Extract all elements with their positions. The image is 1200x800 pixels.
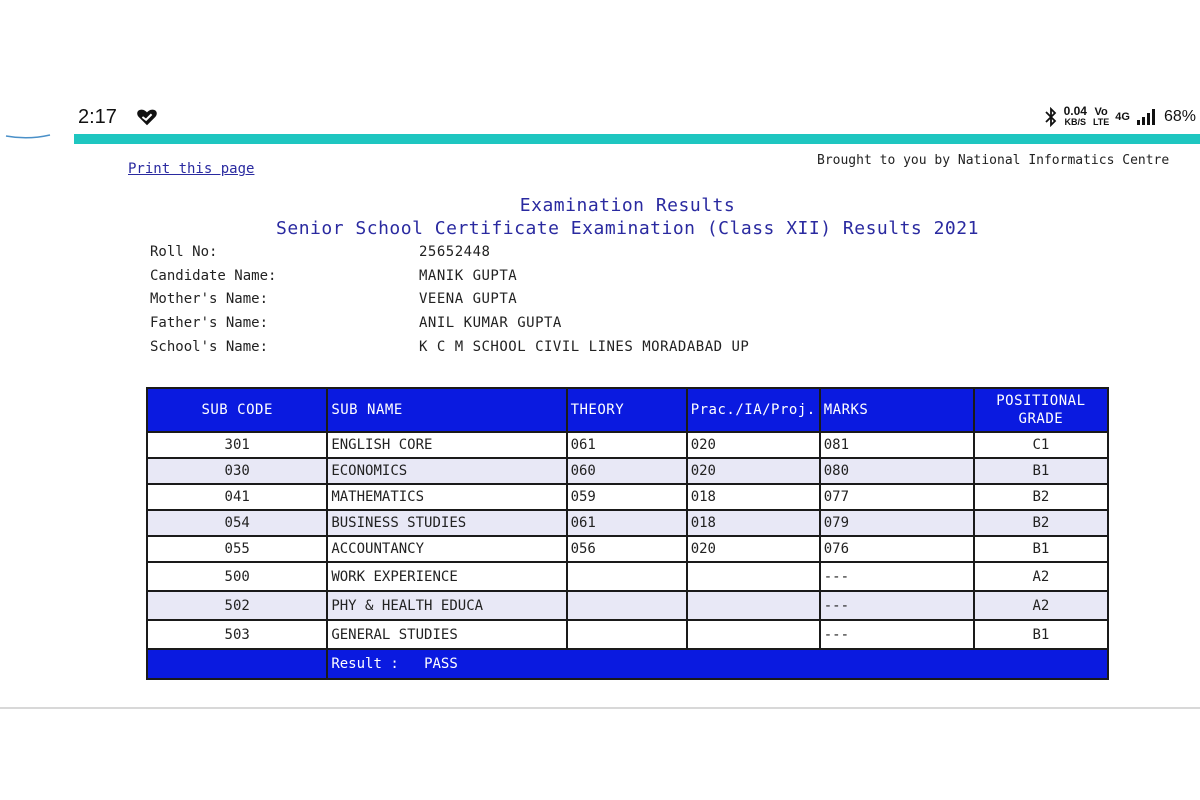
cell-prac xyxy=(687,591,820,620)
cell-prac: 020 xyxy=(687,536,820,562)
info-label: Candidate Name: xyxy=(150,268,277,284)
cell-name: WORK EXPERIENCE xyxy=(327,562,566,591)
info-value: 25652448 xyxy=(419,244,491,260)
result-cell xyxy=(327,649,1108,679)
cell-theory: 056 xyxy=(567,536,687,562)
network-speed-unit: KB/S xyxy=(1064,117,1087,127)
info-label: Mother's Name: xyxy=(150,291,269,307)
cell-code: 055 xyxy=(147,536,327,562)
cell-marks: --- xyxy=(820,562,974,591)
cell-grade: B1 xyxy=(974,458,1108,484)
cell-prac xyxy=(687,620,820,649)
network-speed xyxy=(1064,106,1087,128)
info-value: K C M SCHOOL CIVIL LINES MORADABAD UP xyxy=(419,339,750,355)
results-table xyxy=(146,387,1109,680)
cell-marks: --- xyxy=(820,591,974,620)
print-link[interactable]: Print this page xyxy=(128,161,255,177)
table-header-row xyxy=(147,388,1108,432)
volte-bottom: LTE xyxy=(1092,117,1110,127)
table-row xyxy=(147,562,1108,591)
cell-marks: 081 xyxy=(820,432,974,458)
status-indicators xyxy=(1044,106,1196,128)
cell-grade: B2 xyxy=(974,484,1108,510)
header-bar xyxy=(74,134,1200,144)
header-theory: THEORY xyxy=(567,388,687,432)
network-speed-value: 0.04 xyxy=(1063,104,1087,118)
cell-marks: --- xyxy=(820,620,974,649)
header-prac: Prac./IA/Proj. xyxy=(687,388,820,432)
header-sub-code: SUB CODE xyxy=(147,388,327,432)
status-bar xyxy=(0,98,1200,138)
cell-theory: 060 xyxy=(567,458,687,484)
header-grade xyxy=(974,388,1108,432)
table-row xyxy=(147,458,1108,484)
cell-name: PHY & HEALTH EDUCA xyxy=(327,591,566,620)
result-spacer xyxy=(147,649,327,679)
cell-code: 503 xyxy=(147,620,327,649)
info-value: VEENA GUPTA xyxy=(419,291,518,307)
volte-indicator xyxy=(1093,107,1109,127)
table-row xyxy=(147,620,1108,649)
table-row xyxy=(147,510,1108,536)
cell-theory xyxy=(567,620,687,649)
page-title: Examination Results xyxy=(519,195,736,216)
page-subtitle: Senior School Certificate Examination (Class XII) Results 2021 xyxy=(276,218,979,239)
cell-prac: 018 xyxy=(687,510,820,536)
info-value: MANIK GUPTA xyxy=(419,268,518,284)
cell-grade: B2 xyxy=(974,510,1108,536)
cell-prac xyxy=(687,562,820,591)
result-row xyxy=(147,649,1108,679)
cell-name: ENGLISH CORE xyxy=(327,432,566,458)
table-row xyxy=(147,591,1108,620)
header-grade-label: GRADE xyxy=(1018,411,1064,427)
cell-theory xyxy=(567,562,687,591)
result-value: PASS xyxy=(424,656,458,672)
page-divider xyxy=(0,707,1200,709)
status-time: 2:17 xyxy=(78,106,117,128)
cell-code: 502 xyxy=(147,591,327,620)
cell-name: BUSINESS STUDIES xyxy=(327,510,566,536)
cell-marks: 079 xyxy=(820,510,974,536)
cell-prac: 018 xyxy=(687,484,820,510)
bluetooth-icon xyxy=(1044,107,1058,127)
info-label: School's Name: xyxy=(150,339,269,355)
table-row xyxy=(147,484,1108,510)
cell-code: 301 xyxy=(147,432,327,458)
cell-theory xyxy=(567,591,687,620)
cell-grade: B1 xyxy=(974,620,1108,649)
header-sub-name: SUB NAME xyxy=(327,388,566,432)
cell-code: 041 xyxy=(147,484,327,510)
cell-marks: 076 xyxy=(820,536,974,562)
cell-code: 030 xyxy=(147,458,327,484)
cell-grade: B1 xyxy=(974,536,1108,562)
info-label: Father's Name: xyxy=(150,315,269,331)
cell-grade: C1 xyxy=(974,432,1108,458)
battery-level: 68% xyxy=(1163,108,1196,125)
heart-check-icon xyxy=(136,106,158,128)
cell-theory: 061 xyxy=(567,510,687,536)
header-marks: MARKS xyxy=(820,388,974,432)
cell-code: 500 xyxy=(147,562,327,591)
table-row xyxy=(147,536,1108,562)
cell-theory: 061 xyxy=(567,432,687,458)
info-label: Roll No: xyxy=(150,244,218,260)
credit-text: Brought to you by National Informatics Centre xyxy=(817,153,1170,168)
cell-code: 054 xyxy=(147,510,327,536)
table-row xyxy=(147,432,1108,458)
cell-theory: 059 xyxy=(567,484,687,510)
cell-name: GENERAL STUDIES xyxy=(327,620,566,649)
info-value: ANIL KUMAR GUPTA xyxy=(419,315,562,331)
network-type: 4G xyxy=(1115,111,1130,123)
cell-name: ECONOMICS xyxy=(327,458,566,484)
cell-name: MATHEMATICS xyxy=(327,484,566,510)
cell-marks: 080 xyxy=(820,458,974,484)
volte-top: Vo xyxy=(1094,106,1108,118)
cell-grade: A2 xyxy=(974,562,1108,591)
cell-prac: 020 xyxy=(687,432,820,458)
result-label: Result : xyxy=(331,656,399,672)
cell-name: ACCOUNTANCY xyxy=(327,536,566,562)
cell-marks: 077 xyxy=(820,484,974,510)
header-positional: POSITIONAL xyxy=(996,393,1086,409)
cell-grade: A2 xyxy=(974,591,1108,620)
cell-prac: 020 xyxy=(687,458,820,484)
signal-bars-icon xyxy=(1136,108,1158,126)
logo-fragment xyxy=(4,133,52,139)
